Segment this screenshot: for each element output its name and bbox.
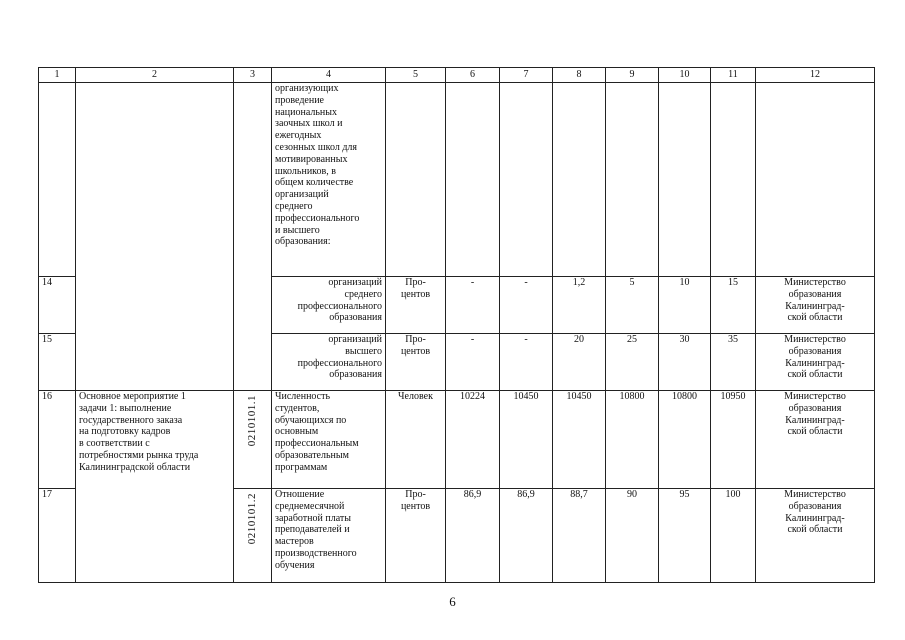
responsible-org-cell: Министерство образования Калининград- ской области [756,334,875,391]
indicator-code-cell [234,489,272,583]
indicator-code: 0210101.2 [245,493,258,545]
page-number: 6 [449,594,456,609]
header-cell: 7 [500,68,553,83]
value-cell [659,83,711,277]
row-number-cell [39,83,76,277]
value-cell: 1,2 [553,277,606,334]
unit-cell: Человек [386,391,446,489]
value-cell: 20 [553,334,606,391]
value-cell: - [500,277,553,334]
value-cell: 5 [606,277,659,334]
header-cell: 8 [553,68,606,83]
header-cell: 3 [234,68,272,83]
header-cell: 2 [76,68,234,83]
value-cell [711,83,756,277]
responsible-org-cell: Министерство образования Калининград- ской области [756,277,875,334]
value-cell [553,83,606,277]
value-cell [500,83,553,277]
value-cell [606,83,659,277]
value-cell: - [500,334,553,391]
responsible-org-cell: Министерство образования Калининград- ской области [756,391,875,489]
value-cell: 10950 [711,391,756,489]
header-cell: 6 [446,68,500,83]
indicator-code: 0210101.1 [245,395,258,447]
header-cell: 10 [659,68,711,83]
row-number-cell: 17 [39,489,76,583]
indicator-code-cell [234,391,272,489]
indicator-name-cell: организующих проведение национальных заочных школ и ежегодных сезонных школ для мотивированных школьников, в общем количестве организаций среднего профессионального и высшего образования: [272,83,386,277]
row-number-cell: 15 [39,334,76,391]
unit-cell [386,83,446,277]
value-cell: 86,9 [500,489,553,583]
header-row [39,68,875,83]
value-cell: 88,7 [553,489,606,583]
header-cell: 12 [756,68,875,83]
value-cell: - [446,277,500,334]
unit-cell: Про- центов [386,489,446,583]
header-cell: 1 [39,68,76,83]
value-cell: 35 [711,334,756,391]
value-cell: 10450 [553,391,606,489]
value-cell: 25 [606,334,659,391]
main-activity-cell: Основное мероприятие 1 задачи 1: выполнение государственного заказа на подготовку кадров в соответствии с потребностями рынка труда Калининградской области [76,391,234,583]
value-cell: 86,9 [446,489,500,583]
value-cell: 30 [659,334,711,391]
value-cell: 15 [711,277,756,334]
header-cell: 9 [606,68,659,83]
value-cell: 10450 [500,391,553,489]
value-cell [446,83,500,277]
header-cell: 5 [386,68,446,83]
value-cell: 10224 [446,391,500,489]
header-cell: 11 [711,68,756,83]
table-row [39,83,875,277]
header-cell: 4 [272,68,386,83]
unit-cell: Про- центов [386,277,446,334]
value-cell: 10800 [659,391,711,489]
row-number-cell: 14 [39,277,76,334]
value-cell: 10 [659,277,711,334]
value-cell: 10800 [606,391,659,489]
responsible-org-cell [756,83,875,277]
value-cell: 100 [711,489,756,583]
value-cell: - [446,334,500,391]
unit-cell: Про- центов [386,334,446,391]
indicator-name-cell: Отношение среднемесячной заработной платы преподавателей и мастеров производственного обучения [272,489,386,583]
indicators-table [38,67,875,583]
value-cell: 90 [606,489,659,583]
table-row [39,391,875,489]
indicator-name-cell: организаций высшего профессионального образования [272,334,386,391]
value-cell: 95 [659,489,711,583]
merged-empty-cell [76,83,234,391]
responsible-org-cell: Министерство образования Калининград- ской области [756,489,875,583]
row-number-cell: 16 [39,391,76,489]
indicator-name-cell: Численность студентов, обучающихся по основным профессиональным образовательным программам [272,391,386,489]
merged-empty-cell [234,83,272,391]
indicator-name-cell: организаций среднего профессионального образования [272,277,386,334]
